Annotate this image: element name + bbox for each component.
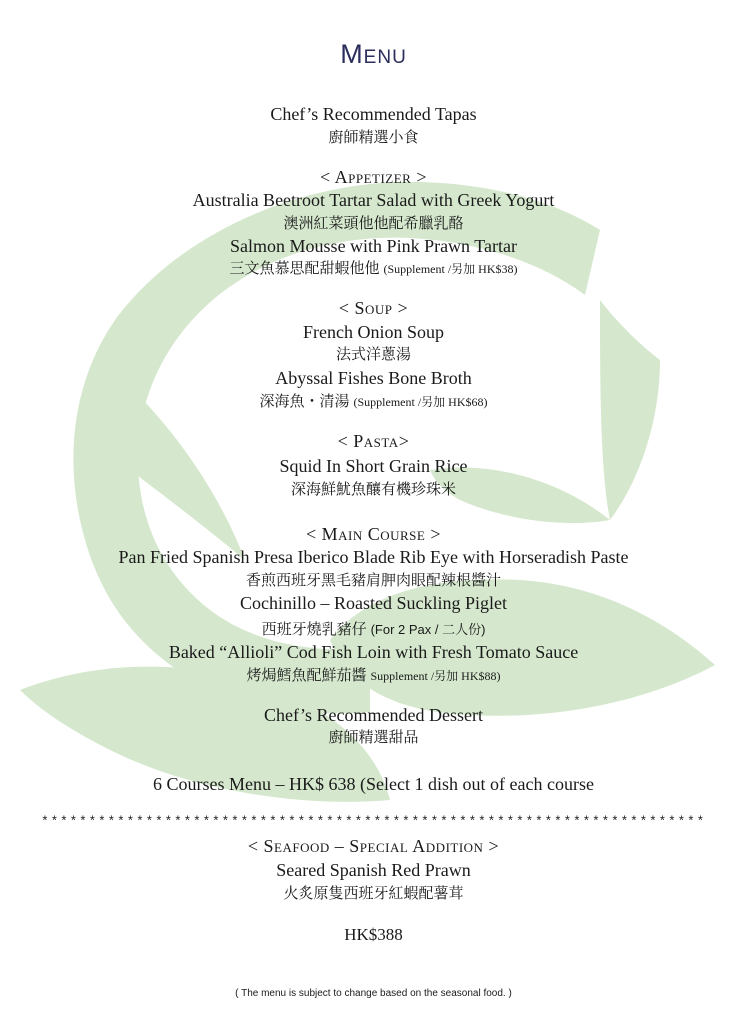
footer-note: ( The menu is subject to change based on the seasonal food. ) <box>235 988 512 999</box>
main-item-2-zh: 西班牙燒乳豬仔 <box>261 620 367 638</box>
tapas-title: Chef’s Recommended Tapas <box>270 104 477 124</box>
main-course-heading: < Main Course > <box>305 524 442 544</box>
pasta-heading: < Pasta> <box>337 431 410 451</box>
main-item-1: Pan Fried Spanish Presa Iberico Blade Rib Eye with Horseradish Paste <box>118 547 629 567</box>
main-item-1-zh: 香煎西班牙黑毛豬肩胛肉眼配辣根醬汁 <box>245 571 501 589</box>
main-item-2-note: (For 2 Pax / 二人份) <box>370 622 486 637</box>
appetizer-item-2-zh-line <box>0 260 747 278</box>
main-item-3-supplement: Supplement /另加 HK$88) <box>370 669 501 683</box>
soup-item-2-zh: 深海魚・清湯 <box>259 392 350 410</box>
main-item-3-zh-line <box>0 667 747 685</box>
pasta-item-1: Squid In Short Grain Rice <box>279 456 468 476</box>
menu-title: Menu <box>340 39 407 69</box>
appetizer-item-1: Australia Beetroot Tartar Salad with Greek Yogurt <box>192 190 555 210</box>
dessert-title-zh: 廚師精選甜品 <box>328 728 419 746</box>
divider: ********************************************************************** <box>40 814 707 829</box>
appetizer-item-2-zh: 三文魚慕思配甜蝦他他 <box>229 259 380 277</box>
main-item-3-zh: 烤焗鱈魚配鮮茄醬 <box>246 666 367 684</box>
pasta-item-1-zh: 深海鮮魷魚釀有機珍珠米 <box>290 480 456 498</box>
dessert-title: Chef’s Recommended Dessert <box>264 705 483 725</box>
appetizer-item-2-supplement: (Supplement /另加 HK$38) <box>383 262 518 276</box>
appetizer-heading: < Appetizer > <box>319 167 428 187</box>
main-item-2: Cochinillo – Roasted Suckling Piglet <box>240 593 507 613</box>
soup-item-1: French Onion Soup <box>303 322 444 342</box>
soup-item-1-zh: 法式洋蔥湯 <box>335 345 411 363</box>
soup-item-2: Abyssal Fishes Bone Broth <box>275 368 472 388</box>
set-menu-price: 6 Courses Menu – HK$ 638 (Select 1 dish out of each course <box>153 774 594 794</box>
appetizer-item-1-zh: 澳洲紅菜頭他他配希臘乳酪 <box>283 214 464 232</box>
main-item-2-zh-line <box>0 621 747 639</box>
soup-heading: < Soup > <box>338 298 409 318</box>
seafood-heading: < Seafood – Special Addition > <box>247 836 500 856</box>
soup-item-2-zh-line <box>0 393 747 411</box>
appetizer-item-2: Salmon Mousse with Pink Prawn Tartar <box>230 236 517 256</box>
soup-item-2-supplement: (Supplement /另加 HK$68) <box>353 395 488 409</box>
seafood-price: HK$388 <box>344 925 403 944</box>
main-item-3: Baked “Allioli” Cod Fish Loin with Fresh Tomato Sauce <box>168 642 579 662</box>
tapas-title-zh: 廚師精選小食 <box>328 128 419 146</box>
seafood-item: Seared Spanish Red Prawn <box>276 860 471 880</box>
seafood-item-zh: 火炙原隻西班牙紅蝦配薯茸 <box>283 884 464 902</box>
